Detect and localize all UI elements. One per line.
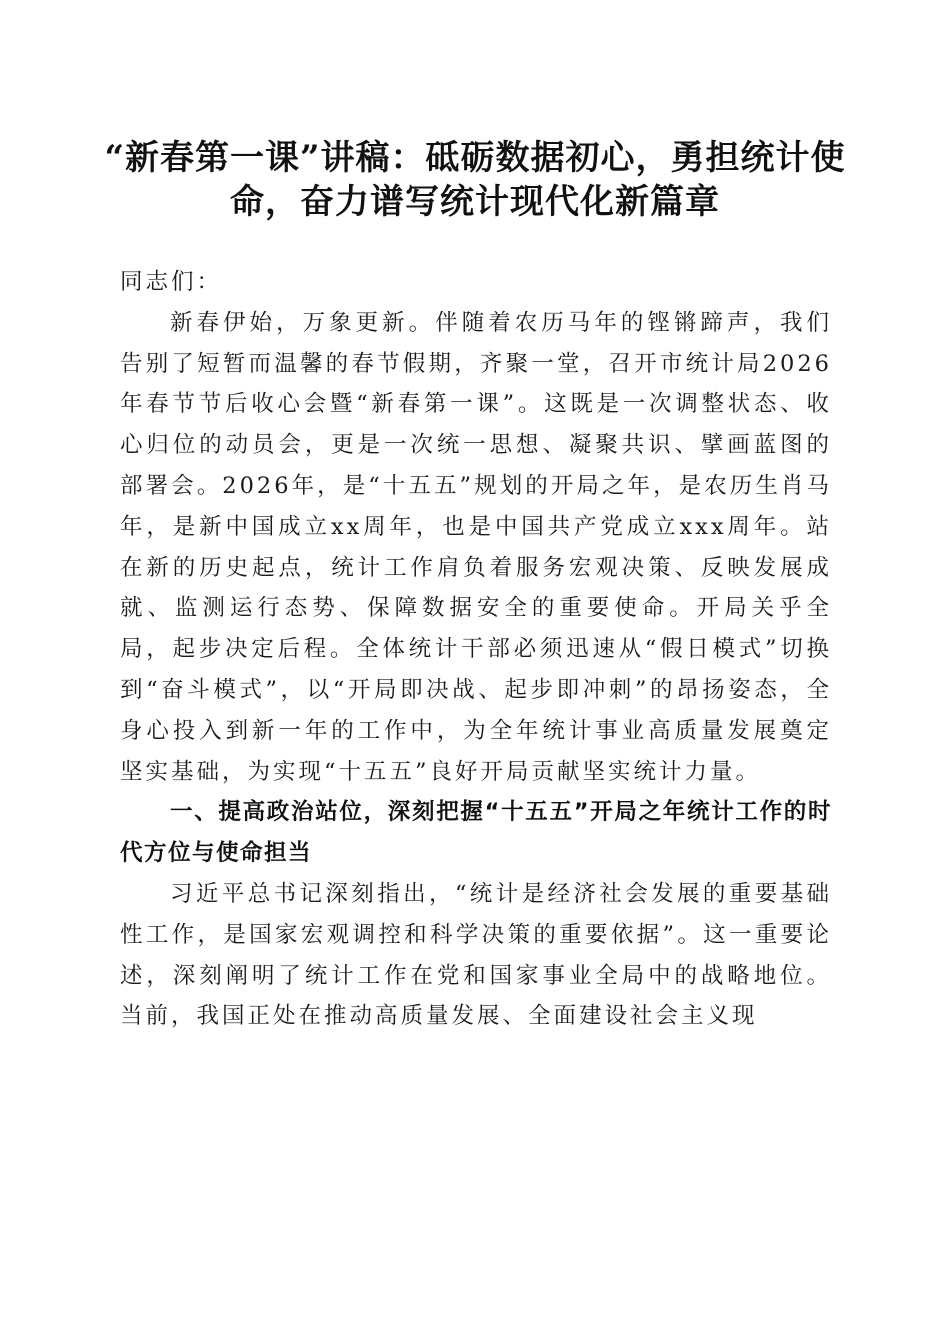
salutation: 同志们： [120,269,223,295]
section-paragraph: 习近平总书记深刻指出，“统计是经济社会发展的重要基础性工作，是国家宏观调控和科学决策的重要依据”。这一重要论述，深刻阐明了统计工作在党和国家事业全局中的战略地位。当前，我国正处在推动高质量发展、全面建设社会主义现 [120,880,832,1030]
document-title: “新春第一课”讲稿：砥砺数据初心，勇担统计使命，奋力谱写统计现代化新篇章 [104,138,846,222]
section-heading: 一、提高政治站位，深刻把握“十五五”开局之年统计工作的时代方位与使命担当 [120,799,832,867]
document-body [120,262,832,1037]
intro-paragraph: 新春伊始，万象更新。伴随着农历马年的铿锵蹄声，我们告别了短暂而温馨的春节假期，齐聚一堂，召开市统计局2026年春节节后收心会暨“新春第一课”。这既是一次调整状态、收心归位的动员会，更是一次统一思想、凝聚共识、擘画蓝图的部署会。2026年，是“十五五”规划的开局之年，是农历生肖马年，是新中国成立xx周年，也是中国共产党成立xxx周年。站在新的历史起点，统计工作肩负着服务宏观决策、反映发展成就、监测运行态势、保障数据安全的重要使命。开局关乎全局，起步决定后程。全体统计干部必须迅速从“假日模式”切换到“奋斗模式”，以“开局即决战、起步即冲刺”的昂扬姿态，全身心投入到新一年的工作中，为全年统计事业高质量发展奠定坚实基础，为实现“十五五”良好开局贡献坚实统计力量。 [120,309,832,785]
